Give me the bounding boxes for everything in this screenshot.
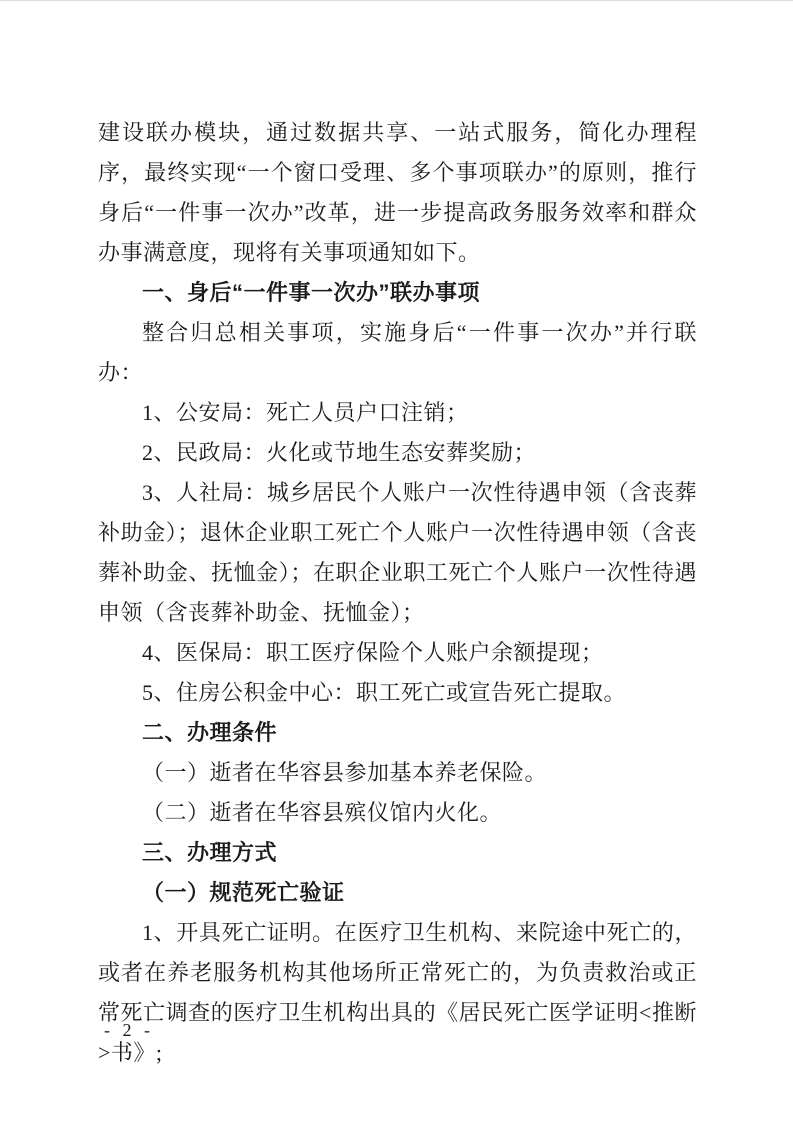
heading-section-3: 三、办理方式 [142, 840, 278, 865]
heading-subsection-1: （一）规范死亡验证 [142, 880, 345, 905]
list-item-1-public-security: 1、公安局：死亡人员户口注销； [142, 400, 469, 425]
heading-section-1: 一、身后“一件事一次办”联办事项 [142, 280, 481, 305]
condition-item-1: （一）逝者在华容县参加基本养老保险。 [142, 760, 548, 785]
list-item-2-civil-affairs: 2、民政局：火化或节地生态安葬奖励； [142, 440, 537, 465]
document-body [98, 113, 697, 1073]
list-item-3-human-resources: 3、人社局：城乡居民个人账户一次性待遇申领（含丧葬补助金）；退休企业职工死亡个人账户一次性待遇申领（含丧葬补助金、抚恤金）；在职企业职工死亡个人账户一次性待遇申领（含丧葬补助金、抚恤金）； [98, 480, 697, 625]
list-item-5-housing-fund: 5、住房公积金中心：职工死亡或宣告死亡提取。 [142, 680, 627, 705]
heading-section-2: 二、办理条件 [142, 720, 278, 745]
page-number: - 2 - [104, 1020, 154, 1040]
paragraph-death-certificate: 1、开具死亡证明。在医疗卫生机构、来院途中死亡的，或者在养老服务机构其他场所正常死亡的，为负责救治或正常死亡调查的医疗卫生机构出具的《居民死亡医学证明<推断>书》; [98, 920, 697, 1065]
condition-item-2: （二）逝者在华容县殡仪馆内火化。 [142, 800, 503, 825]
paragraph-summary: 整合归总相关事项，实施身后“一件事一次办”并行联办： [98, 320, 697, 385]
paragraph-continuation: 建设联办模块，通过数据共享、一站式服务，简化办理程序，最终实现“一个窗口受理、多个事项联办”的原则，推行身后“一件事一次办”改革，进一步提高政务服务效率和群众办事满意度，现将有关事项通知如下。 [98, 120, 697, 265]
list-item-4-medical-insurance: 4、医保局：职工医疗保险个人账户余额提现； [142, 640, 604, 665]
